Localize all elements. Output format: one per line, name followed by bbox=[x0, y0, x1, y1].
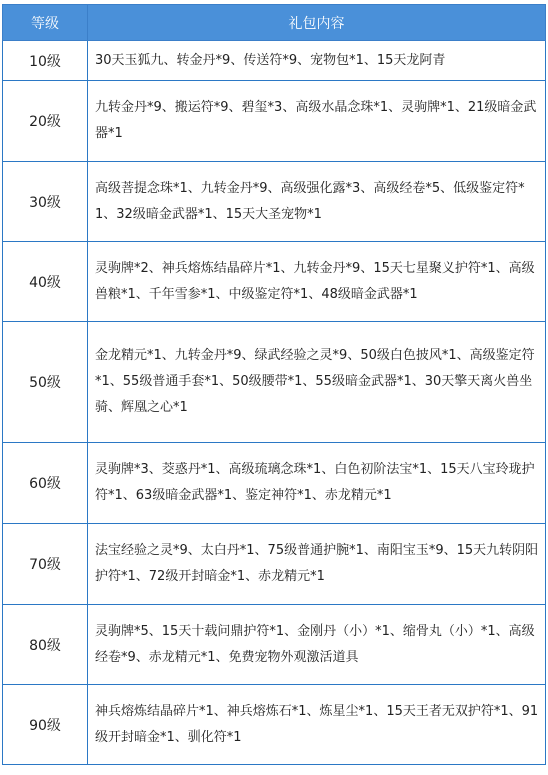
level-cell: 30级 bbox=[3, 162, 88, 242]
table-row bbox=[3, 242, 546, 322]
table-row bbox=[3, 524, 546, 605]
level-cell: 80级 bbox=[3, 605, 88, 685]
level-cell: 40级 bbox=[3, 242, 88, 322]
content-cell: 九转金丹*9、搬运符*9、碧玺*3、高级水晶念珠*1、灵驹牌*1、21级暗金武器*1 bbox=[88, 81, 546, 162]
content-cell: 金龙精元*1、九转金丹*9、绿武经验之灵*9、50级白色披风*1、高级鉴定符*1、55级普通手套*1、50级腰带*1、55级暗金武器*1、30天擎天离火兽坐骑、辉凰之心*1 bbox=[88, 322, 546, 443]
level-cell: 60级 bbox=[3, 443, 88, 524]
table-row bbox=[3, 81, 546, 162]
table-row bbox=[3, 605, 546, 685]
level-cell: 90级 bbox=[3, 685, 88, 765]
content-cell: 灵驹牌*5、15天十载问鼎护符*1、金刚丹（小）*1、缩骨丸（小）*1、高级经卷*9、赤龙精元*1、免费宠物外观激活道具 bbox=[88, 605, 546, 685]
table-row bbox=[3, 41, 546, 81]
content-cell: 灵驹牌*2、神兵熔炼结晶碎片*1、九转金丹*9、15天七星聚义护符*1、高级兽粮*1、千年雪参*1、中级鉴定符*1、48级暗金武器*1 bbox=[88, 242, 546, 322]
level-cell: 50级 bbox=[3, 322, 88, 443]
content-cell: 30天玉狐九、转金丹*9、传送符*9、宠物包*1、15天龙阿青 bbox=[88, 41, 546, 81]
level-cell: 10级 bbox=[3, 41, 88, 81]
gift-table bbox=[2, 4, 546, 765]
content-cell: 法宝经验之灵*9、太白丹*1、75级普通护腕*1、南阳宝玉*9、15天九转阴阳护符*1、72级开封暗金*1、赤龙精元*1 bbox=[88, 524, 546, 605]
level-cell: 20级 bbox=[3, 81, 88, 162]
header-content: 礼包内容 bbox=[88, 5, 546, 41]
table-row bbox=[3, 162, 546, 242]
header-level: 等级 bbox=[3, 5, 88, 41]
content-cell: 灵驹牌*3、茭惑丹*1、高级琉璃念珠*1、白色初阶法宝*1、15天八宝玲珑护符*1、63级暗金武器*1、鉴定神符*1、赤龙精元*1 bbox=[88, 443, 546, 524]
table-row bbox=[3, 322, 546, 443]
content-cell: 高级菩提念珠*1、九转金丹*9、高级强化露*3、高级经卷*5、低级鉴定符*1、32级暗金武器*1、15天大圣宠物*1 bbox=[88, 162, 546, 242]
table-row bbox=[3, 685, 546, 765]
header-row bbox=[3, 5, 546, 41]
level-cell: 70级 bbox=[3, 524, 88, 605]
table-row bbox=[3, 443, 546, 524]
content-cell: 神兵熔炼结晶碎片*1、神兵熔炼石*1、炼星尘*1、15天王者无双护符*1、91级开封暗金*1、驯化符*1 bbox=[88, 685, 546, 765]
